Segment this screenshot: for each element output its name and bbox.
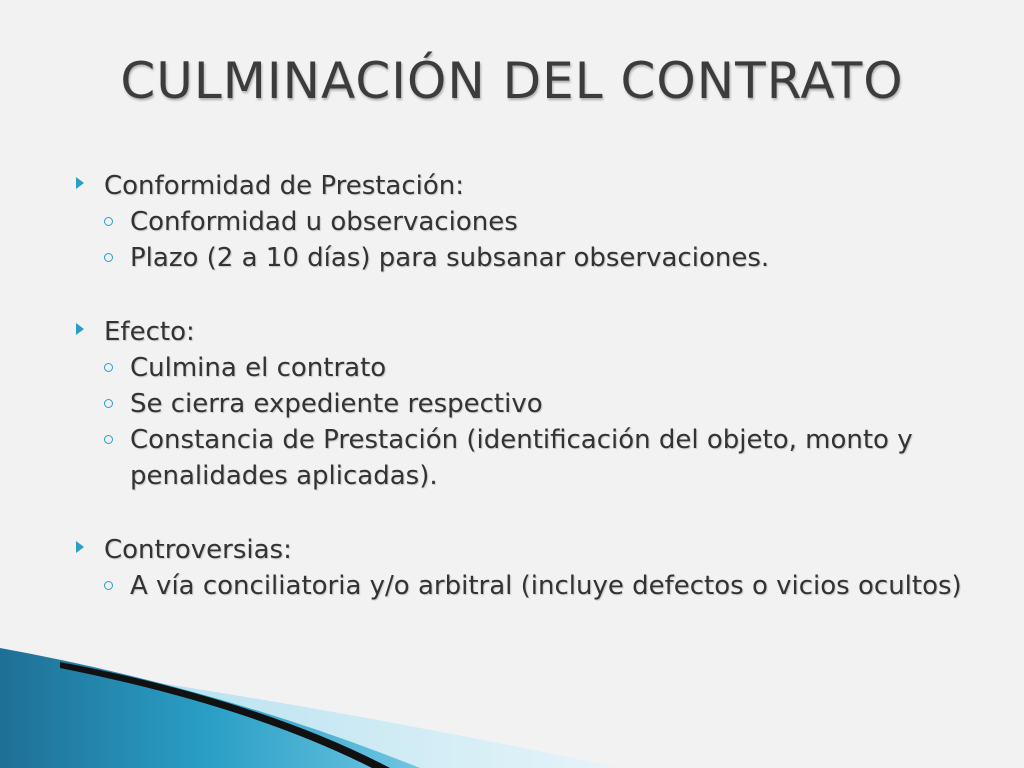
- section-heading: Efecto: [104, 317, 186, 347]
- heading-colon: :: [283, 535, 292, 565]
- slide-title: CULMINACIÓN DEL CONTRATO: [120, 52, 904, 110]
- list-item-text: Culmina el contrato: [130, 353, 387, 383]
- list-item-text: Se cierra expediente respectivo: [130, 389, 543, 419]
- list-item-text: Conformidad u observaciones: [130, 207, 518, 237]
- list-item-text: A vía conciliatoria y/o arbitral (incluye defectos o vicios ocultos): [130, 571, 962, 601]
- heading-colon: :: [185, 317, 195, 347]
- heading-colon: :: [455, 171, 465, 201]
- list-item-text: Constancia de Prestación (identificación del objeto, monto y penalidades aplicadas).: [130, 425, 913, 491]
- section-heading: Conformidad de Prestación: [104, 171, 456, 201]
- list-item-text: Plazo (2 a 10 días) para subsanar observaciones.: [130, 243, 770, 273]
- section-heading: Controversias: [104, 535, 284, 565]
